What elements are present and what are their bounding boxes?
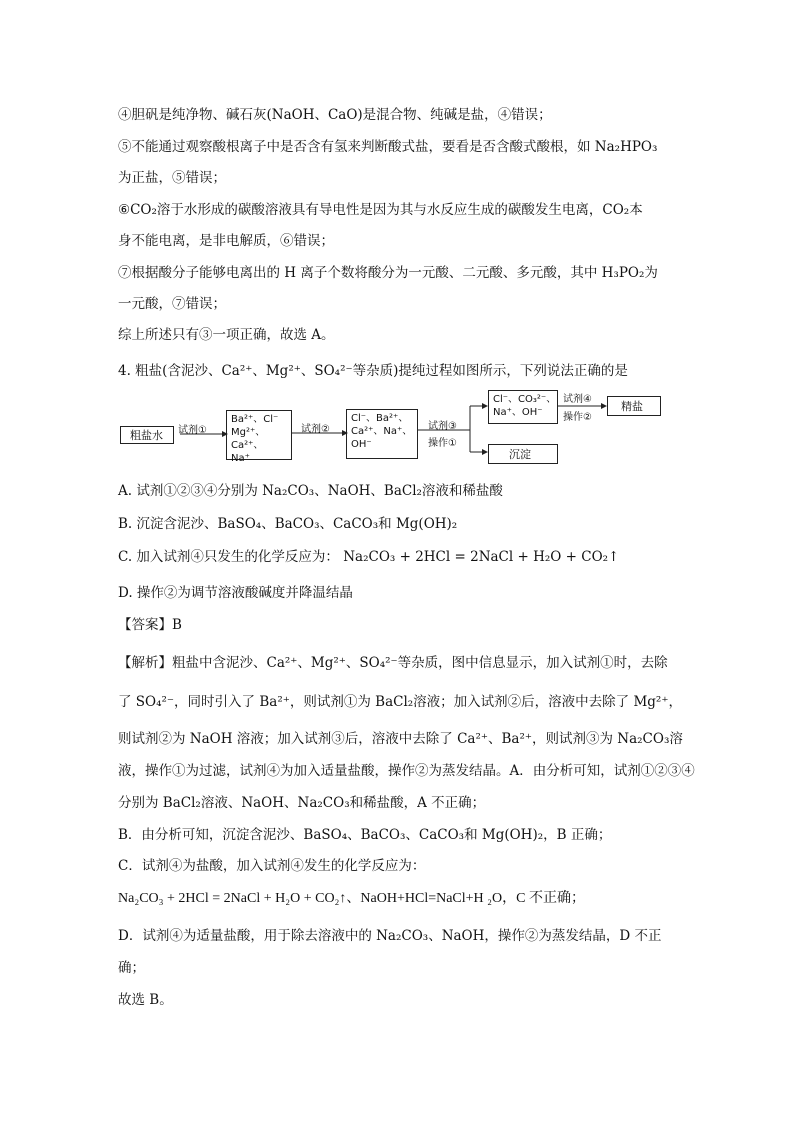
explanation-line: 则试剂②为 NaOH 溶液；加入试剂③后，溶液中去除了 Ca²⁺、Ba²⁺，则试剂③为 Na₂CO₃溶 [118,731,683,747]
explanation-line: C．试剂④为盐酸，加入试剂④发生的化学反应为： [118,858,426,874]
box1-line: Ba²⁺、Cl⁻ [231,414,279,425]
explanation-equation: Na₂CO₃ + 2HCl = 2NaCl + H₂O + CO₂↑、NaOH+HCl=NaCl+H ₂O，C 不正确； [118,891,585,906]
text-line: ⑤不能通过观察酸根离子中是否含有氢来判断酸式盐，要看是否含酸式酸根，如 Na₂HPO₃ [118,139,658,155]
text-line: 综上所述只有③一项正确，故选 A。 [118,327,335,343]
refined-salt-box: 精盐 [607,396,661,416]
purification-flowchart [118,386,678,470]
box3-line: Cl⁻、CO₃²⁻、 [493,394,557,405]
option-b: B. 沉淀含泥沙、BaSO₄、BaCO₃、CaCO₃和 Mg(OH)₂ [118,516,458,532]
text-line: 为正盐，⑤错误； [118,170,226,186]
explanation-line: 确； [118,960,145,976]
explanation-line: 【解析】粗盐中含泥沙、Ca²⁺、Mg²⁺、SO₄²⁻等杂质，图中信息显示，加入试剂①时，去除 [118,655,668,671]
text-line: ⑦根据酸分子能够电离出的 H 离子个数将酸分为一元酸、二元酸、多元酸，其中 H₃PO₂为 [118,265,658,281]
option-a: A. 试剂①②③④分别为 Na₂CO₃、NaOH、BaCl₂溶液和稀盐酸 [118,483,503,499]
solution-box-1 [226,410,292,464]
explanation-line: 了 SO₄²⁻，同时引入了 Ba²⁺，则试剂①为 BaCl₂溶液；加入试剂②后，溶液中去除了 Mg²⁺， [118,694,682,710]
explanation-line: 故选 B。 [118,992,173,1008]
reagent-4-label: 试剂④ [563,394,592,405]
text-line: 一元酸，⑦错误； [118,296,226,312]
crude-brine-box: 粗盐水 [120,426,174,444]
explanation-line: 液，操作①为过滤，试剂④为加入适量盐酸，操作②为蒸发结晶。A．由分析可知，试剂①②③④ [118,763,695,779]
option-c: C. 加入试剂④只发生的化学反应为： Na₂CO₃ + 2HCl = 2NaCl + H₂O + CO₂↑ [118,549,620,565]
question-4: 4. 粗盐(含泥沙、Ca²⁺、Mg²⁺、SO₄²⁻等杂质)提纯过程如图所示，下列说法正确的是 [118,363,628,379]
operation-1-label: 操作① [428,438,457,449]
answer: 【答案】B [118,617,182,633]
text-line: ④胆矾是纯净物、碱石灰(NaOH、CaO)是混合物、纯碱是盐，④错误； [118,107,552,123]
text-line: ⑥CO₂溶于水形成的碳酸溶液具有导电性是因为其与水反应生成的碳酸发生电离，CO₂本 [118,202,643,218]
solution-box-3 [488,390,558,424]
box3-line: Na⁺、OH⁻ [493,407,543,418]
box1-line: Mg²⁺、Ca²⁺、 [231,427,266,451]
box2-line: Cl⁻、Ba²⁺、 [351,413,409,424]
explanation-line: D．试剂④为适量盐酸，用于除去溶液中的 Na₂CO₃、NaOH，操作②为蒸发结晶，D 不正 [118,928,662,944]
explanation-line: B．由分析可知，沉淀含泥沙、BaSO₄、BaCO₃、CaCO₃和 Mg(OH)₂，B 正确； [118,827,612,843]
option-d: D. 操作②为调节溶液酸碱度并降温结晶 [118,585,353,601]
box1-line: Na⁺ [231,453,250,464]
solution-box-2 [346,409,418,459]
reagent-3-label: 试剂③ [428,421,457,432]
reagent-1-label: 试剂① [178,425,207,436]
operation-2-label: 操作② [563,412,592,423]
box2-line: OH⁻ [351,439,372,450]
precipitate-box: 沉淀 [488,444,558,464]
text-line: 身不能电离，是非电解质，⑥错误； [118,233,334,249]
box2-line: Ca²⁺、Na⁺、 [351,426,413,437]
reagent-2-label: 试剂② [301,424,330,435]
explanation-line: 分别为 BaCl₂溶液、NaOH、Na₂CO₃和稀盐酸，A 不正确； [118,795,486,811]
